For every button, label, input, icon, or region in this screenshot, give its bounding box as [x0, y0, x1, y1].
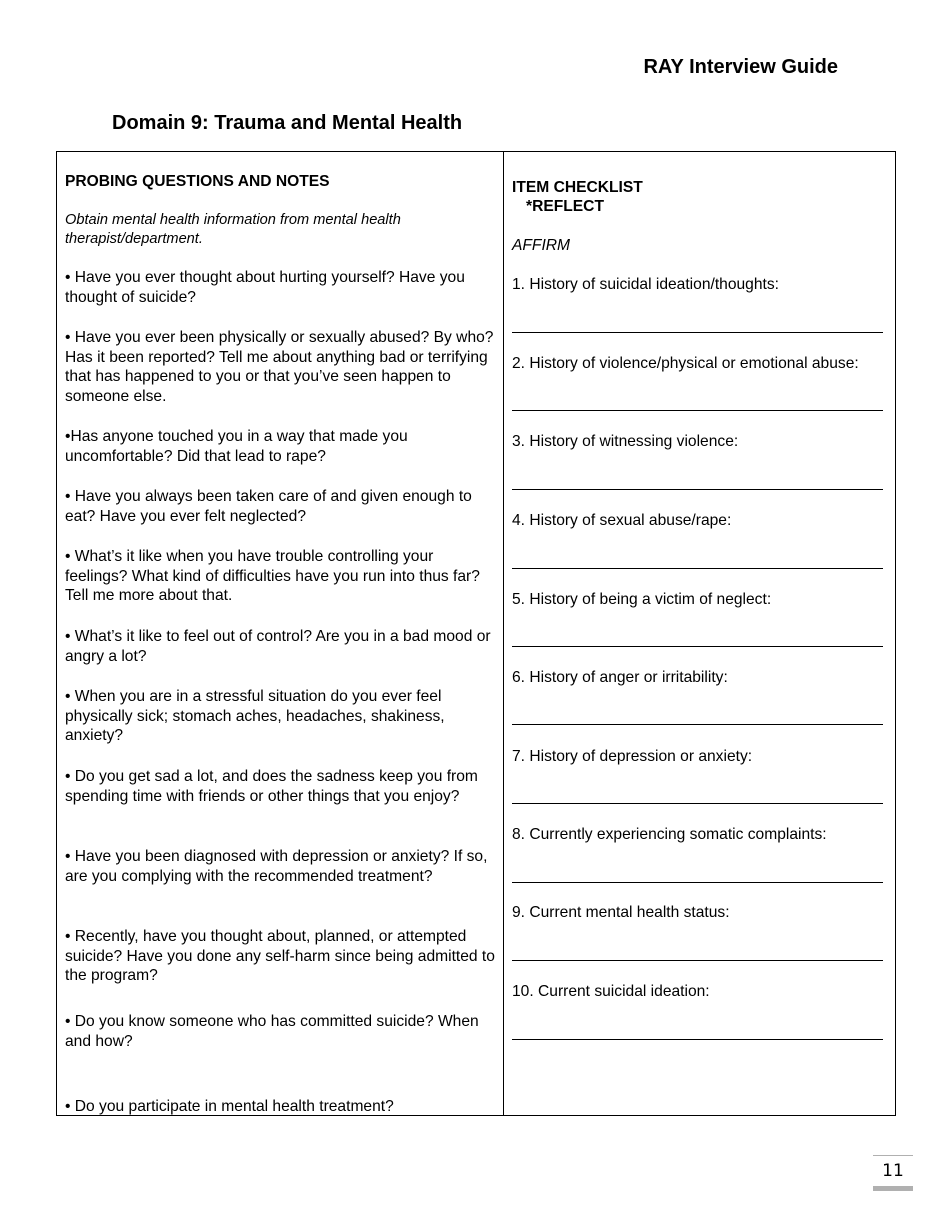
question-item: • When you are in a stressful situation do you ever feel physically sick; stomach aches, headaches, shakiness, anxiety? — [65, 688, 445, 745]
answer-line[interactable] — [512, 724, 883, 725]
page-number-box — [873, 1155, 913, 1190]
item-checklist-heading: ITEM CHECKLIST — [512, 179, 643, 196]
probing-questions-column — [57, 152, 503, 1115]
answer-line[interactable] — [512, 646, 883, 647]
question-item: • Have you been diagnosed with depression or anxiety? If so, are you complying with the recommended treatment? — [65, 848, 488, 885]
answer-line[interactable] — [512, 803, 883, 804]
question-item: • What’s it like when you have trouble controlling your feelings? What kind of difficulties have you run into thus far? Tell me more about that. — [65, 548, 480, 605]
page-number-bar — [873, 1186, 913, 1191]
domain-title: Domain 9: Trauma and Mental Health — [112, 112, 463, 134]
question-item: • Recently, have you thought about, planned, or attempted suicide? Have you done any self-harm since being admitted to the program? — [65, 928, 495, 985]
question-item: • What’s it like to feel out of control? Are you in a bad mood or angry a lot? — [65, 628, 491, 665]
interview-table — [56, 151, 896, 1116]
question-item: • Do you get sad a lot, and does the sadness keep you from spending time with friends or other things that you enjoy? — [65, 768, 478, 805]
item-checklist-column — [504, 152, 897, 1115]
checklist-item: 10. Current suicidal ideation: — [512, 983, 710, 1000]
checklist-item: 7. History of depression or anxiety: — [512, 748, 753, 765]
answer-line[interactable] — [512, 960, 883, 961]
page-number-top-rule — [873, 1155, 913, 1156]
answer-line[interactable] — [512, 882, 883, 883]
answer-line[interactable] — [512, 410, 883, 411]
mental-health-note: Obtain mental health information from mental health therapist/department. — [65, 212, 401, 247]
affirm-label: AFFIRM — [512, 237, 571, 254]
answer-line[interactable] — [512, 1039, 883, 1040]
checklist-item: 6. History of anger or irritability: — [512, 669, 728, 686]
checklist-item: 4. History of sexual abuse/rape: — [512, 512, 732, 529]
question-item: • Have you ever been physically or sexually abused? By who? Has it been reported? Tell me about anything bad or terrifying that has happened to you or that you’ve seen happen to someone else. — [65, 329, 494, 405]
checklist-item: 8. Currently experiencing somatic complaints: — [512, 826, 827, 843]
question-item: • Have you always been taken care of and given enough to eat? Have you ever felt neglected? — [65, 488, 472, 525]
checklist-item: 9. Current mental health status: — [512, 904, 730, 921]
answer-line[interactable] — [512, 568, 883, 569]
guide-title: RAY Interview Guide — [643, 56, 838, 78]
question-item: • Do you know someone who has committed suicide? When and how? — [65, 1013, 479, 1050]
checklist-item: 2. History of violence/physical or emotional abuse: — [512, 355, 859, 372]
checklist-item: 3. History of witnessing violence: — [512, 433, 739, 450]
checklist-item: 1. History of suicidal ideation/thoughts: — [512, 276, 779, 293]
question-item: •Has anyone touched you in a way that made you uncomfortable? Did that lead to rape? — [65, 428, 408, 465]
probing-questions-heading: PROBING QUESTIONS AND NOTES — [65, 173, 330, 190]
page-number: 11 — [882, 1161, 904, 1181]
reflect-label: *REFLECT — [526, 198, 604, 215]
question-item: • Have you ever thought about hurting yourself? Have you thought of suicide? — [65, 269, 465, 306]
checklist-item: 5. History of being a victim of neglect: — [512, 591, 772, 608]
answer-line[interactable] — [512, 489, 883, 490]
answer-line[interactable] — [512, 332, 883, 333]
question-item: • Do you participate in mental health treatment? — [65, 1098, 394, 1115]
